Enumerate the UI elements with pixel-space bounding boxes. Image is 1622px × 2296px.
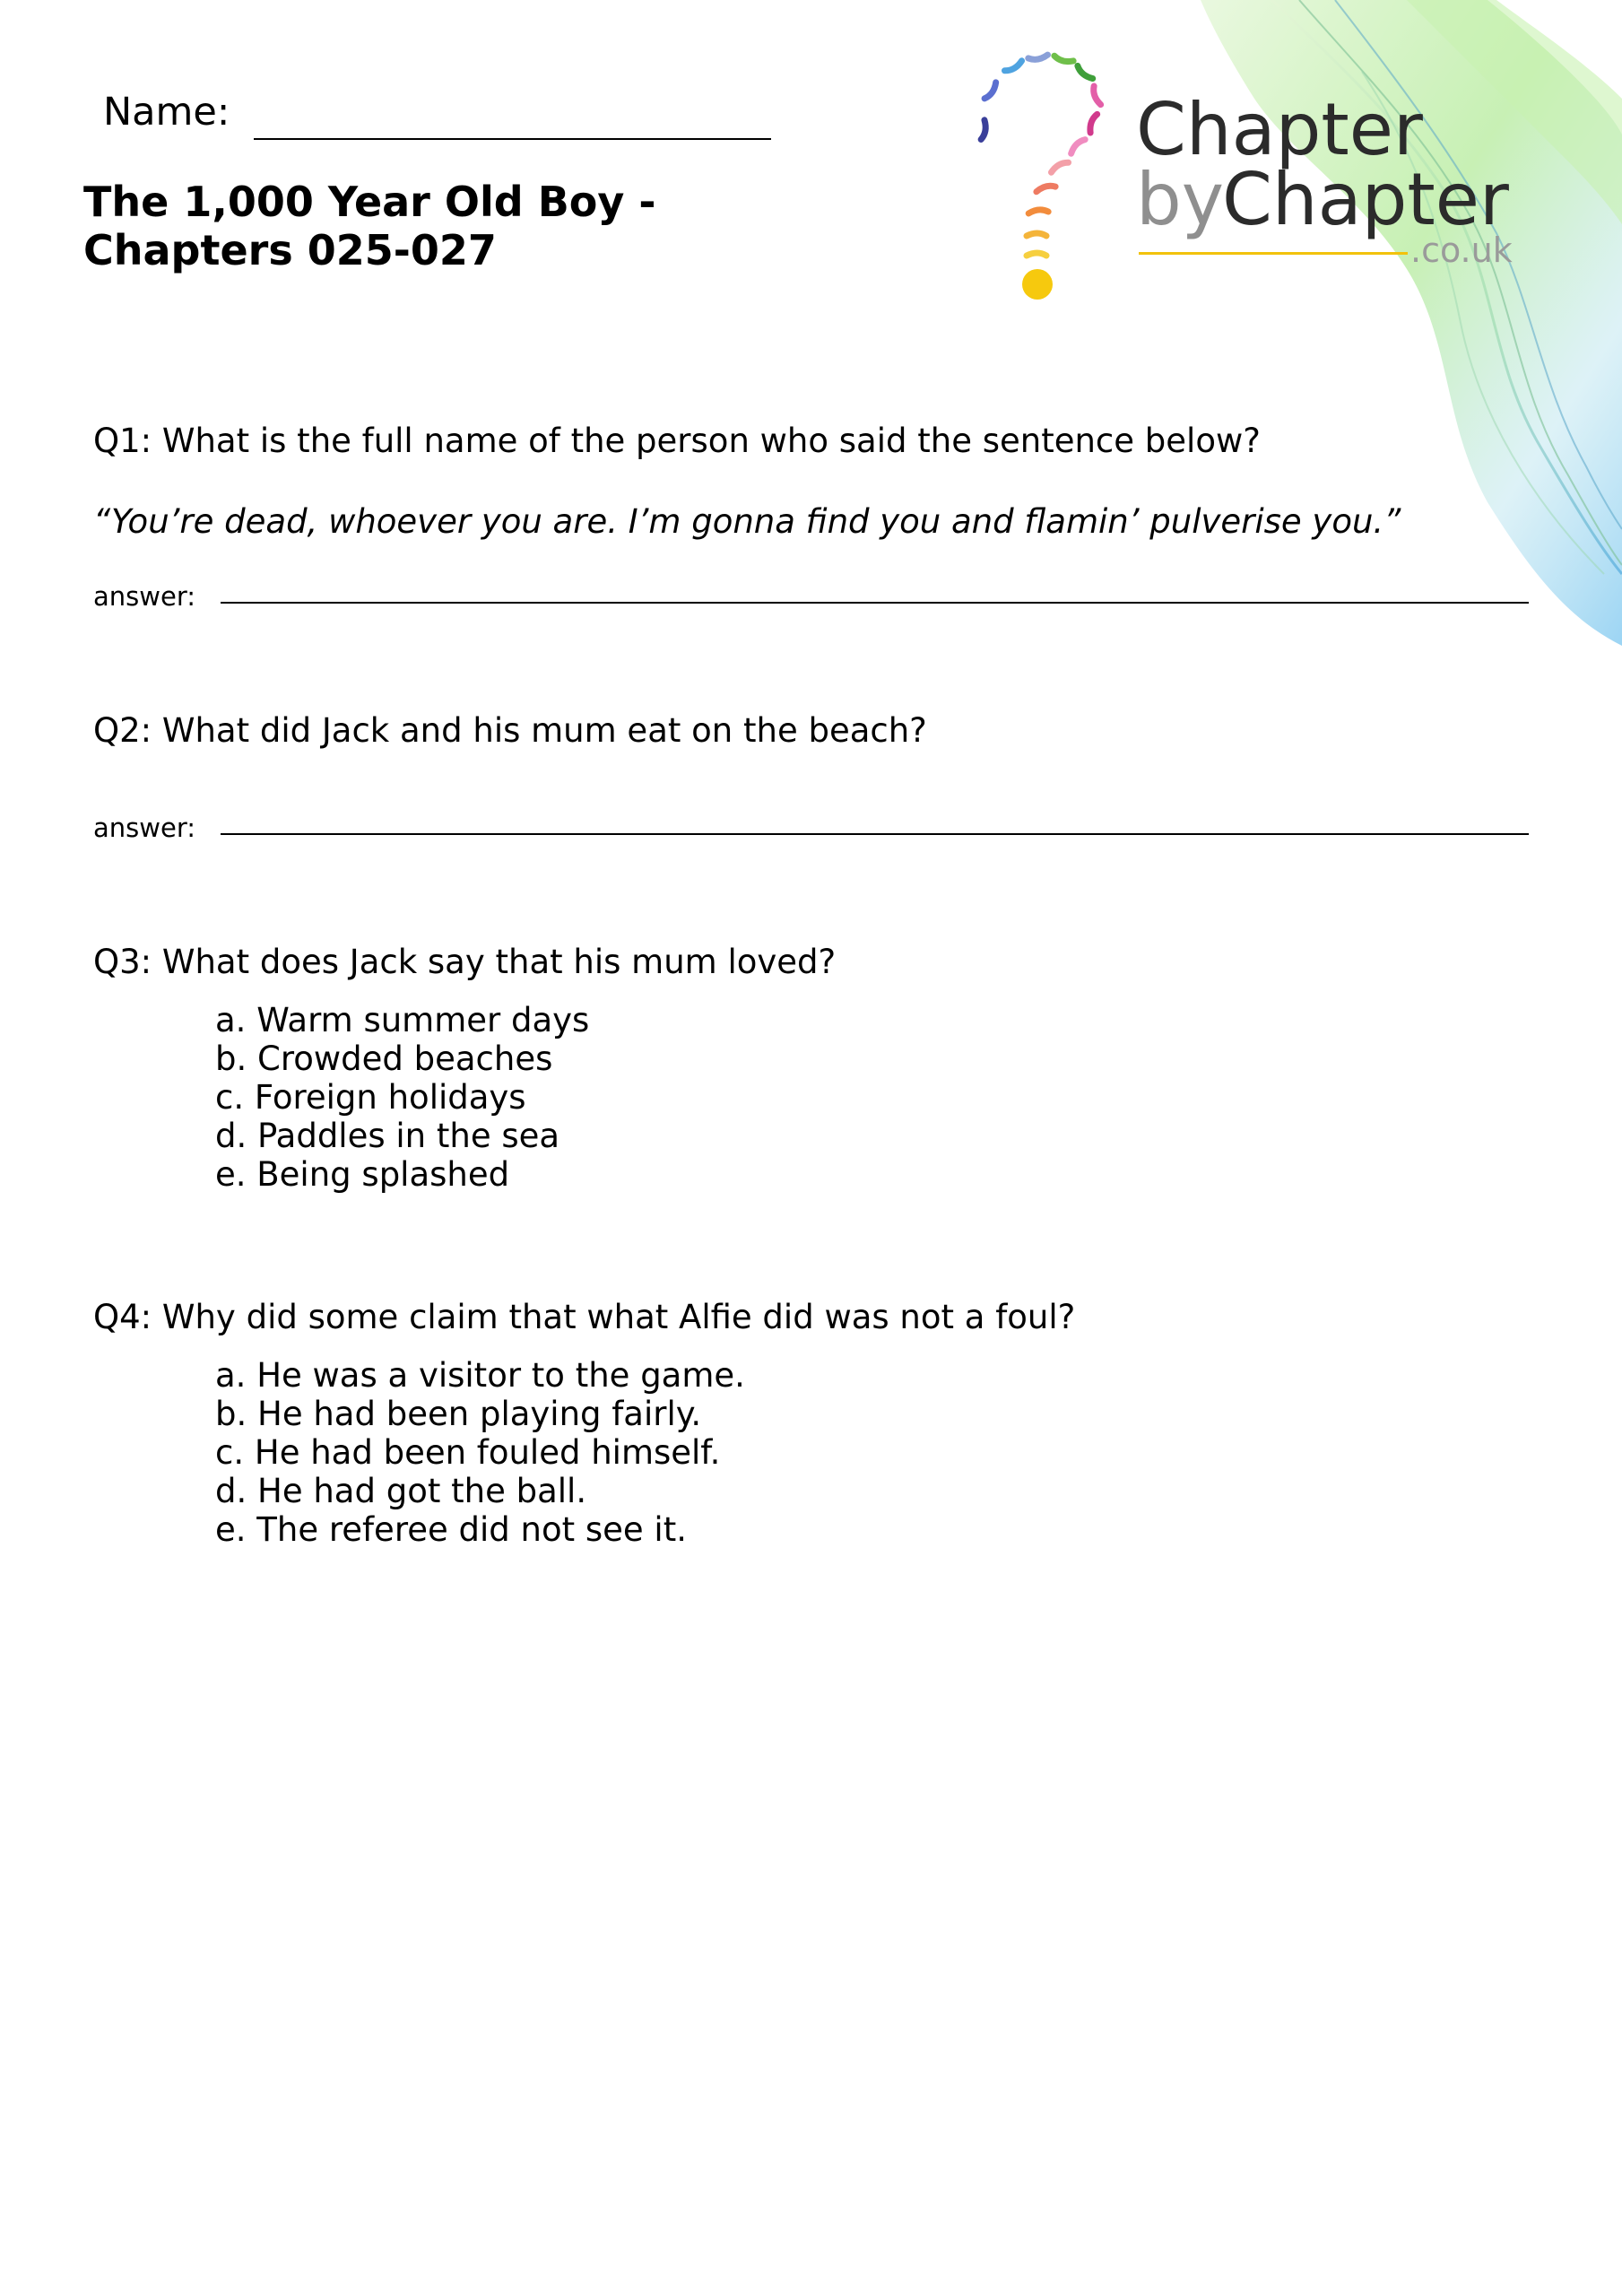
question-3-option-b[interactable]: b. Crowded beaches (215, 1039, 553, 1078)
question-3-option-a[interactable]: a. Warm summer days (215, 1001, 590, 1039)
question-3-option-e[interactable]: e. Being splashed (215, 1155, 510, 1194)
question-4-options (215, 1356, 745, 1549)
logo-word-chapter: Chapter (1136, 88, 1423, 171)
question-2-answer-label: answer: (93, 813, 196, 843)
question-1-answer-line[interactable] (221, 602, 1529, 604)
question-4-option-c[interactable]: c. He had been fouled himself. (215, 1433, 721, 1472)
question-4-option-d[interactable]: d. He had got the ball. (215, 1472, 587, 1510)
question-2: Q2: What did Jack and his mum eat on the beach? (93, 711, 927, 750)
logo-underline (1139, 252, 1408, 255)
question-3-options (215, 1001, 589, 1194)
question-3-option-c[interactable]: c. Foreign holidays (215, 1078, 526, 1117)
question-3-option-d[interactable]: d. Paddles in the sea (215, 1117, 560, 1155)
logo-word-chapter-second: Chapter (1222, 158, 1509, 241)
question-mark-books-icon (964, 49, 1125, 318)
question-3: Q3: What does Jack say that his mum loved? (93, 943, 837, 981)
logo-domain-suffix: .co.uk (1410, 230, 1513, 270)
worksheet-title: The 1,000 Year Old Boy - Chapters 025-027 (83, 178, 656, 274)
question-1-answer-label: answer: (93, 581, 196, 612)
name-field-line[interactable] (254, 138, 771, 140)
question-4-option-e[interactable]: e. The referee did not see it. (215, 1510, 687, 1549)
logo-word-by: by (1136, 158, 1225, 241)
question-4-option-b[interactable]: b. He had been playing fairly. (215, 1395, 702, 1433)
question-4-option-a[interactable]: a. He was a visitor to the game. (215, 1356, 745, 1395)
chapter-by-chapter-logo (964, 49, 1538, 318)
question-4: Q4: Why did some claim that what Alfie did was not a foul? (93, 1298, 1076, 1336)
name-label: Name: (103, 90, 230, 135)
question-2-answer-line[interactable] (221, 833, 1529, 835)
question-1: Q1: What is the full name of the person who said the sentence below? (93, 422, 1261, 460)
question-1-quote: “You’re dead, whoever you are. I’m gonna find you and flamin’ pulverise you.” (93, 502, 1401, 541)
